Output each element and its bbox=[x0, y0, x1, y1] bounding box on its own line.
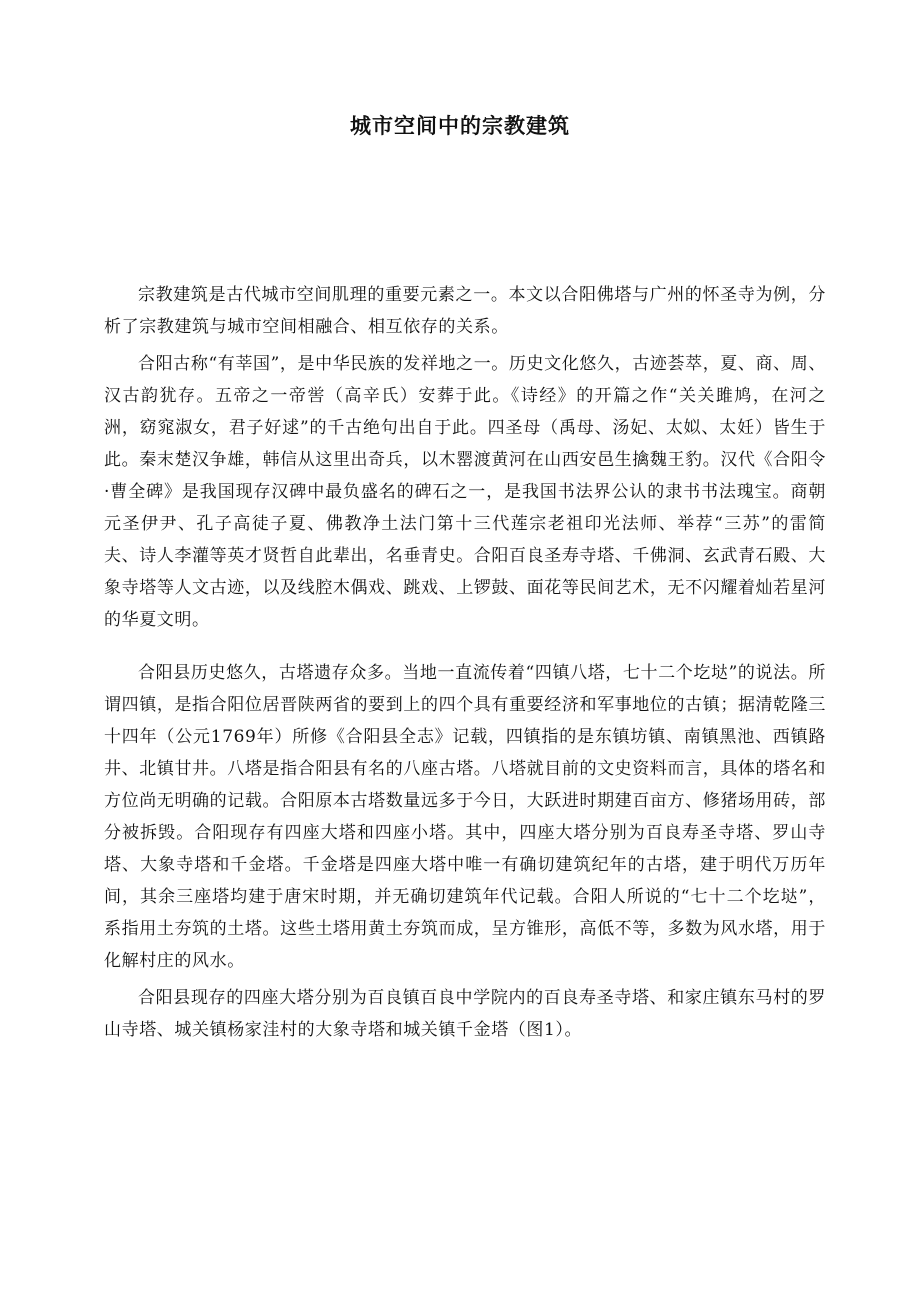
paragraph-spacer bbox=[104, 636, 826, 657]
paragraph-four-great-pagodas: 合阳县现存的四座大塔分别为百良镇百良中学院内的百良寿圣寺塔、和家庄镇东马村的罗山寺塔、城关镇杨家洼村的大象寺塔和城关镇千金塔（图1）。 bbox=[104, 988, 826, 1040]
paragraph-abstract: 宗教建筑是古代城市空间肌理的重要元素之一。本文以合阳佛塔与广州的怀圣寺为例，分析了宗教建筑与城市空间相融合、相互依存的关系。 bbox=[104, 285, 826, 337]
document-body bbox=[104, 279, 826, 1046]
paragraph-heyang-history: 合阳古称“有莘国”，是中华民族的发祥地之一。历史文化悠久，古迹荟萃，夏、商、周、汉古韵犹存。五帝之一帝喾（高辛氏）安葬于此。《诗经》的开篇之作“关关雎鸠，在河之洲，窈窕淑女，君子好逑”的千古绝句出自于此。四圣母（禹母、汤妃、太姒、太妊）皆生于此。秦末楚汉争雄，韩信从这里出奇兵，以木罂渡黄河在山西安邑生擒魏王豹。汉代《合阳令·曹全碑》是我国现存汉碑中最负盛名的碑石之一，是我国书法界公认的隶书书法瑰宝。商朝元圣伊尹、孔子高徒子夏、佛教净土法门第十三代莲宗老祖印光法师、举荐“三苏”的雷简夫、诗人李灌等英才贤哲自此辈出，名垂青史。合阳百良圣寿寺塔、千佛洞、玄武青石殿、大象寺塔等人文古迹，以及线腔木偶戏、跳戏、上锣鼓、面花等民间艺术，无不闪耀着灿若星河的华夏文明。 bbox=[104, 354, 826, 630]
document-title: 城市空间中的宗教建筑 bbox=[350, 114, 570, 138]
paragraph-ancient-pagodas: 合阳县历史悠久，古塔遗存众多。当地一直流传着“四镇八塔，七十二个圪垯”的说法。所谓四镇，是指合阳位居晋陕两省的要到上的四个具有重要经济和军事地位的古镇；据清乾隆三十四年（公元1769年）所修《合阳县全志》记载，四镇指的是东镇坊镇、南镇黑池、西镇路井、北镇甘井。八塔是指合阳县有名的八座古塔。八塔就目前的文史资料而言，具体的塔名和方位尚无明确的记载。合阳原本古塔数量远多于今日，大跃进时期建百亩方、修猪场用砖，部分被拆毁。合阳现存有四座大塔和四座小塔。其中，四座大塔分别为百良寿圣寺塔、罗山寺塔、大象寺塔和千金塔。千金塔是四座大塔中唯一有确切建筑纪年的古塔，建于明代万历年间，其余三座塔均建于唐宋时期，并无确切建筑年代记载。合阳人所说的“七十二个圪垯”，系指用土夯筑的土塔。这些土塔用黄土夯筑而成，呈方锥形，高低不等，多数为风水塔，用于化解村庄的风水。 bbox=[104, 663, 826, 971]
